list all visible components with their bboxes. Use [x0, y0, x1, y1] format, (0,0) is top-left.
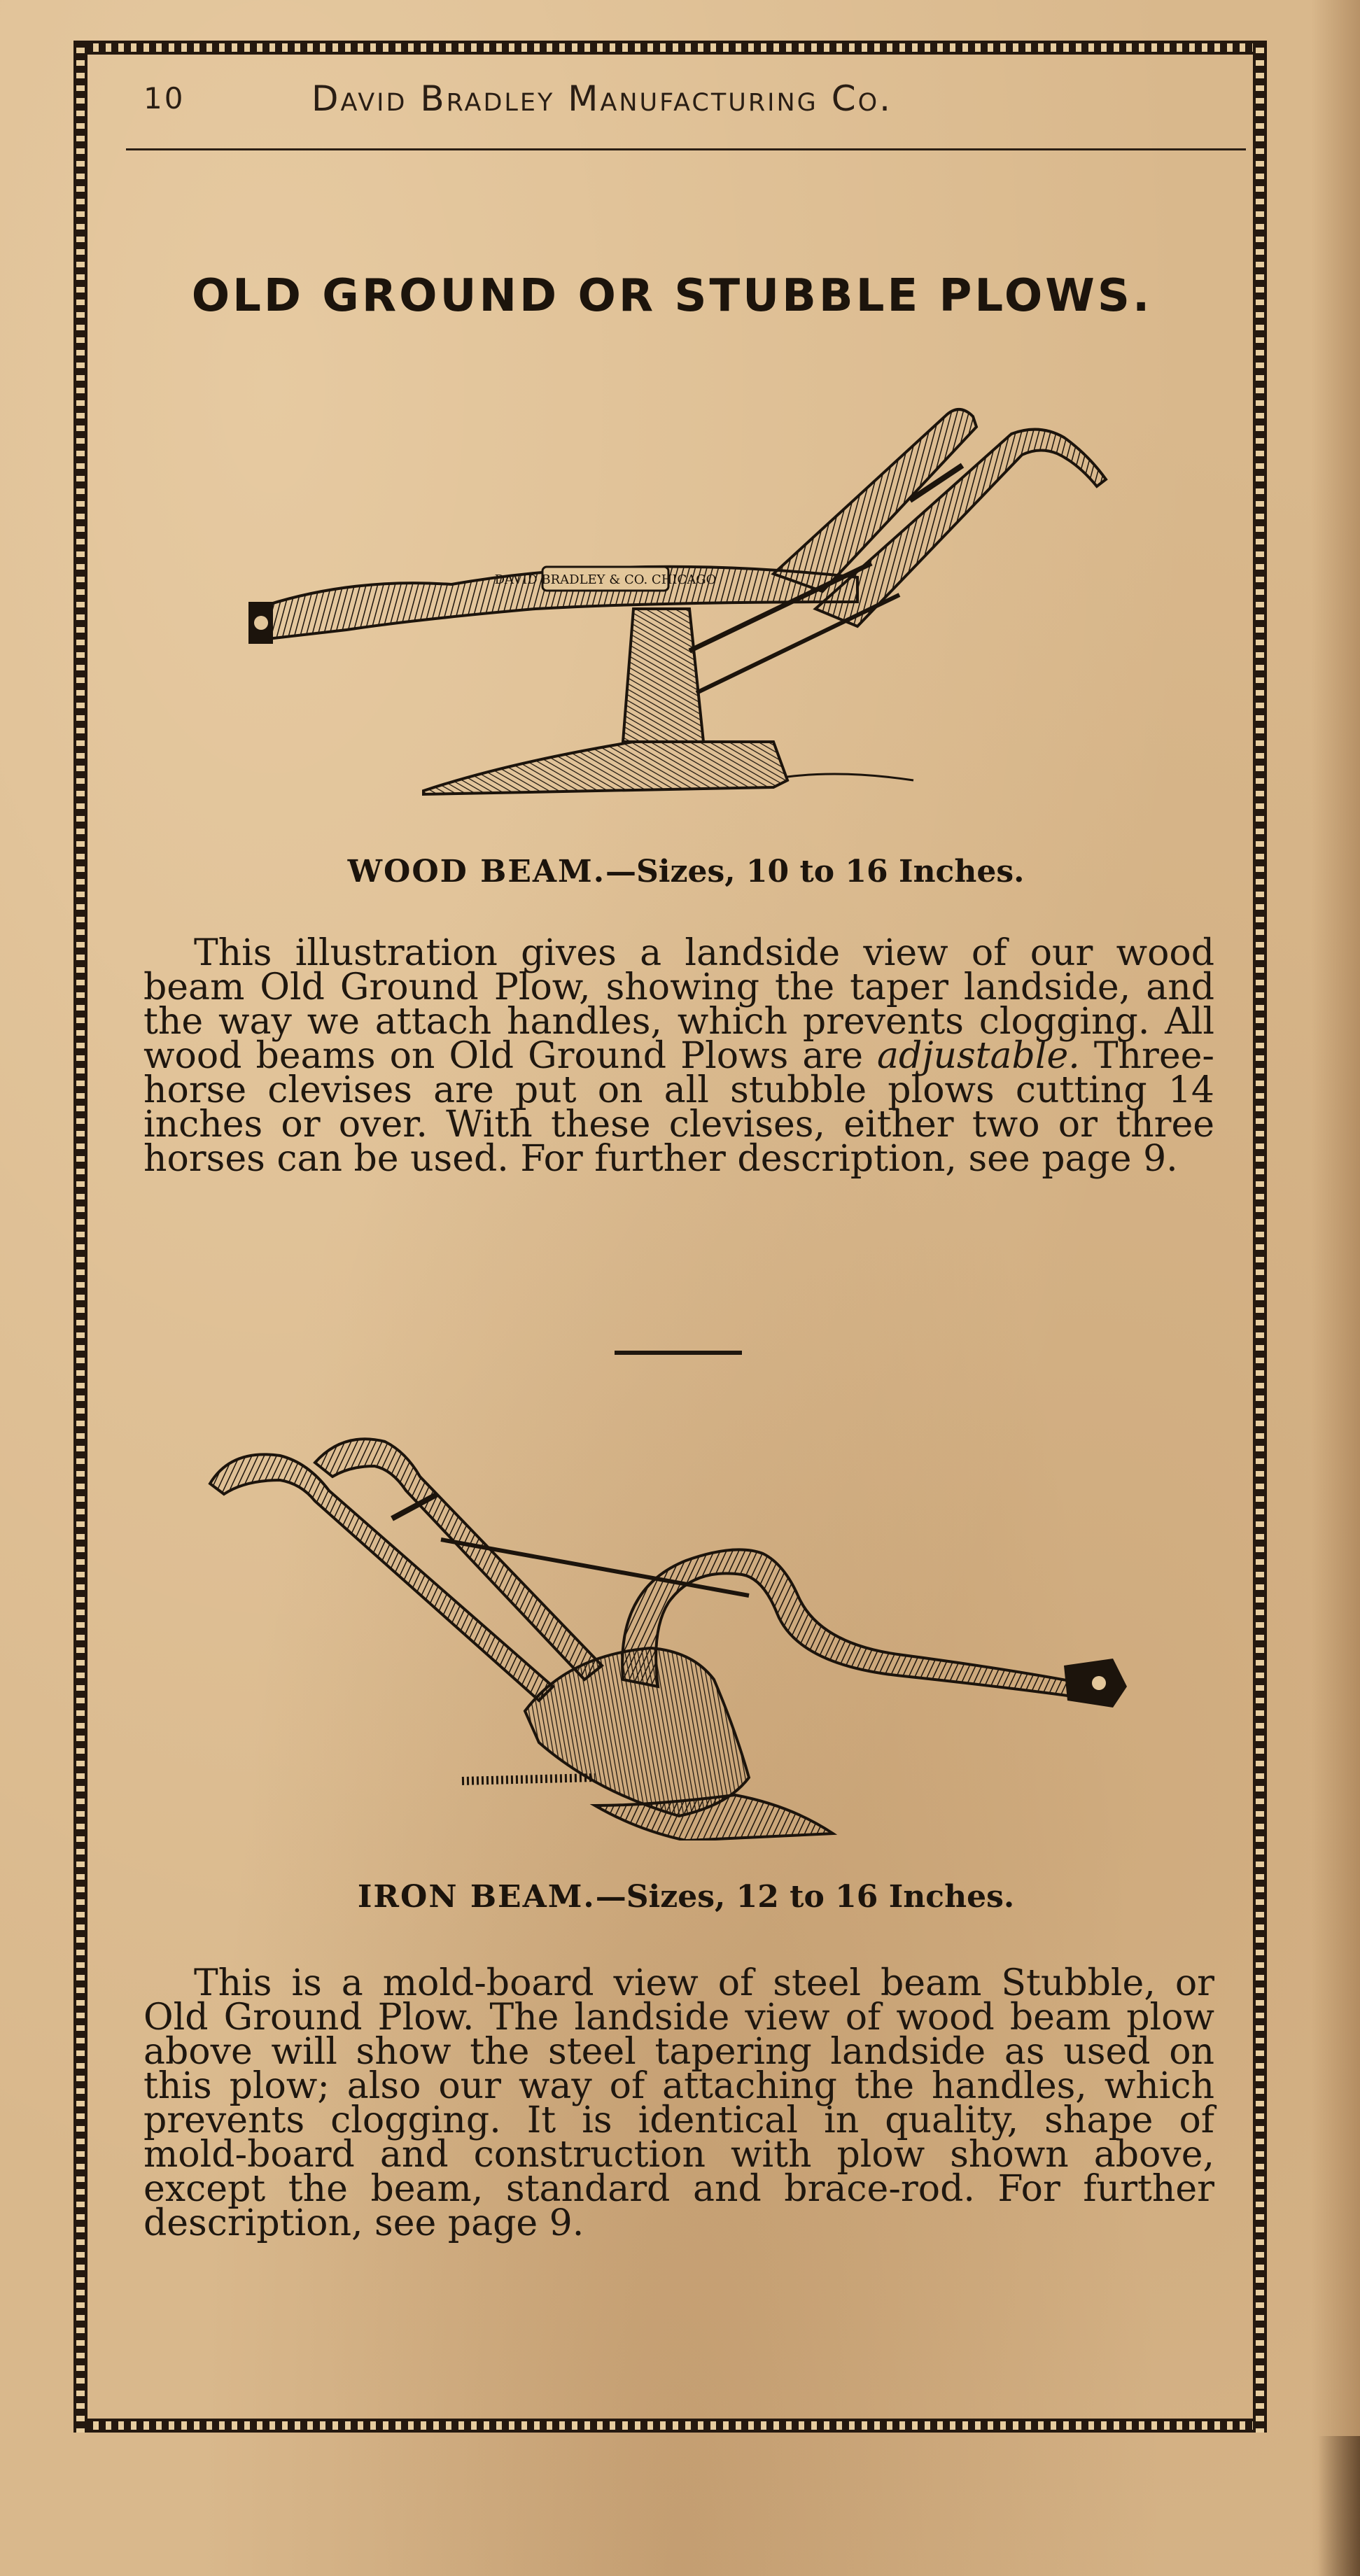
- plow-landside-view-icon: [241, 399, 1123, 812]
- publisher-name: David Bradley Manufacturing Co.: [311, 78, 893, 119]
- iron-beam-caption-title: IRON BEAM.: [357, 1879, 596, 1915]
- section-title: OLD GROUND OR STUBBLE PLOWS.: [191, 270, 1153, 322]
- binding-shadow: [1318, 2436, 1360, 2576]
- header-rule: [126, 148, 1246, 150]
- running-head: [143, 78, 1235, 127]
- frame-bottom-edge: [73, 2419, 1267, 2433]
- wood-beam-caption-sizes: —Sizes, 10 to 16 Inches.: [605, 854, 1025, 889]
- beam-stamp-text: DAVID BRADLEY & CO. CHICAGO: [494, 572, 717, 587]
- page-number: 10: [143, 81, 185, 115]
- page-edge-shading: [1311, 0, 1360, 2576]
- iron-beam-description: [143, 1962, 1214, 2244]
- wood-beam-text-part1: This illustration gives a landside view of our wood beam Old Ground Plow, showing the taper landside, and the way we attach handles, which prevents clogging. All wood beams on Old Ground Plows are: [143, 932, 1214, 1077]
- iron-beam-text: This is a mold-board view of steel beam Stubble, or Old Ground Plow. The landside view of wood beam plow above will show the steel tapering landside as used on this plow; also our way of attaching the handles, which prevents clogging. It is identical in quality, shape of mold-board and construction with plow shown above, except the beam, standard and brace-rod. For further description, see page 9.: [143, 1962, 1214, 2244]
- frame-right-edge: [1253, 41, 1267, 2433]
- iron-beam-caption-sizes: —Sizes, 12 to 16 Inches.: [595, 1879, 1015, 1915]
- wood-beam-text-italic: adjustable.: [877, 1035, 1080, 1077]
- wood-beam-text-part2: Three-horse clevises are put on all stubble plows cutting 14 inches or over. With these clevises, either two or three horses can be used. For further description, see page 9.: [143, 1035, 1214, 1180]
- wood-beam-description: [143, 932, 1214, 1180]
- wood-beam-caption-title: WOOD BEAM.: [347, 854, 606, 889]
- frame-left-edge: [73, 41, 87, 2433]
- section-divider: [615, 1351, 742, 1355]
- frame-top-edge: [73, 41, 1267, 55]
- plow-moldboard-view-icon: [203, 1414, 1134, 1840]
- iron-beam-caption: [126, 1879, 1246, 1915]
- wood-beam-caption: [126, 854, 1246, 889]
